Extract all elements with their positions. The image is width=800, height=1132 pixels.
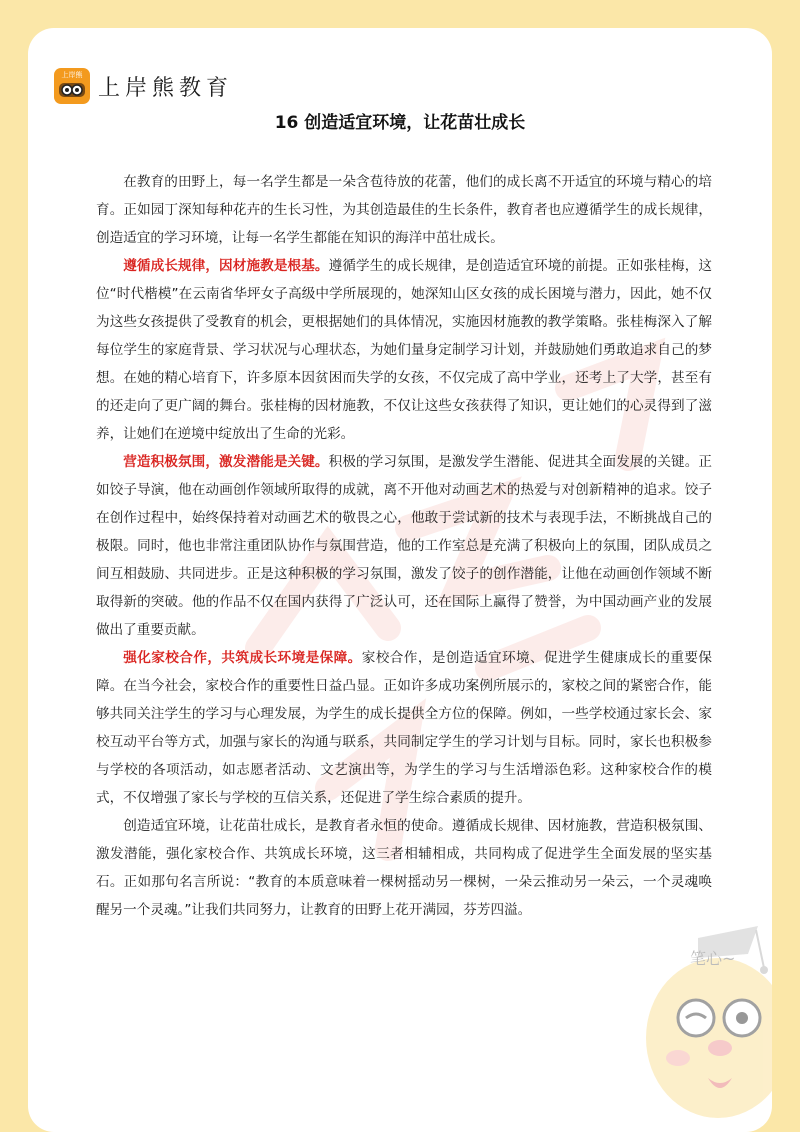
document-page	[28, 28, 772, 1132]
logo-badge-text: 上岸熊	[61, 71, 83, 79]
page-title: 16 创造适宜环境，让花苗壮成长	[274, 113, 526, 133]
bear-mascot-icon	[638, 908, 772, 1132]
article-body	[96, 168, 712, 924]
paragraph-text: 创造适宜环境，让花苗壮成长，是教育者永恒的使命。遵循成长规律、因材施教，营造积极氛围、激发潜能，强化家校合作、共筑成长环境，这三者相辅相成，共同构成了促进学生全面发展的坚实基石。正如那句名言所说：“教育的本质意味着一棵树摇动另一棵树，一朵云推动另一朵云，一个灵魂唤醒另一个灵魂。”让我们共同努力，让教育的田野上花开满园，芬芳四溢。	[96, 818, 712, 918]
paragraph	[96, 644, 712, 812]
paragraph	[96, 168, 712, 252]
paragraph-lead: 营造积极氛围，激发潜能是关键。	[123, 454, 329, 470]
paragraph-lead: 遵循成长规律，因材施教是根基。	[123, 258, 329, 274]
paragraph	[96, 812, 712, 924]
paragraph	[96, 448, 712, 644]
paragraph-text: 在教育的田野上，每一名学生都是一朵含苞待放的花蕾，他们的成长离不开适宜的环境与精心的培育。正如园丁深知每种花卉的生长习性，为其创造最佳的生长条件，教育者也应遵循学生的成长规律，创造适宜的学习环境，让每一名学生都能在知识的海洋中茁壮成长。	[96, 174, 712, 246]
paragraph-lead: 强化家校合作，共筑成长环境是保障。	[123, 650, 362, 666]
brand-name: 上岸熊教育	[98, 75, 234, 101]
brand-logo	[54, 68, 233, 104]
paragraph-text: 积极的学习氛围，是激发学生潜能、促进其全面发展的关键。正如饺子导演，他在动画创作领域所取得的成就，离不开他对动画艺术的热爱与对创新精神的追求。饺子在创作过程中，始终保持着对动画艺术的敬畏之心，他敢于尝试新的技术与表现手法，不断挑战自己的极限。同时，他也非常注重团队协作与氛围营造，他的工作室总是充满了积极向上的氛围，团队成员之间互相鼓励、共同进步。正是这种积极的学习氛围，激发了饺子的创作潜能，让他在动画创作领域不断取得新的突破。他的作品不仅在国内获得了广泛认可，还在国际上赢得了赞誉，为中国动画产业的发展做出了重要贡献。	[96, 454, 713, 638]
paragraph-text: 家校合作，是创造适宜环境、促进学生健康成长的重要保障。在当今社会，家校合作的重要性日益凸显。正如许多成功案例所展示的，家校之间的紧密合作，能够共同关注学生的学习与心理发展，为学生的成长提供全方位的保障。例如，一些学校通过家长会、家校互动平台等方式，加强与家长的沟通与联系，共同制定学生的学习计划与目标。同时，家长也积极参与学校的各项活动，如志愿者活动、文艺演出等，为学生的学习与生活增添色彩。这种家校合作的模式，不仅增强了家长与学校的互信关系，还促进了学生综合素质的提升。	[96, 650, 713, 806]
bear-logo-icon	[54, 68, 90, 104]
mascot-caption: 笔心~	[690, 949, 736, 968]
glasses-icon	[57, 79, 87, 99]
paragraph-text: 遵循学生的成长规律，是创造适宜环境的前提。正如张桂梅，这位“时代楷模”在云南省华坪女子高级中学所展现的，她深知山区女孩的成长困境与潜力，因此，她不仅为这些女孩提供了受教育的机会，更根据她们的具体情况，实施因材施教的教学策略。张桂梅深入了解每位学生的家庭背景、学习状况与心理状态，为她们量身定制学习计划，并鼓励她们勇敢追求自己的梦想。在她的精心培育下，许多原本因贫困而失学的女孩，不仅完成了高中学业，还考上了大学，甚至有的还走向了更广阔的舞台。张桂梅的因材施教，不仅让这些女孩获得了知识，更让她们的心灵得到了滋养，让她们在逆境中绽放出了生命的光彩。	[96, 258, 713, 442]
paragraph	[96, 252, 712, 448]
